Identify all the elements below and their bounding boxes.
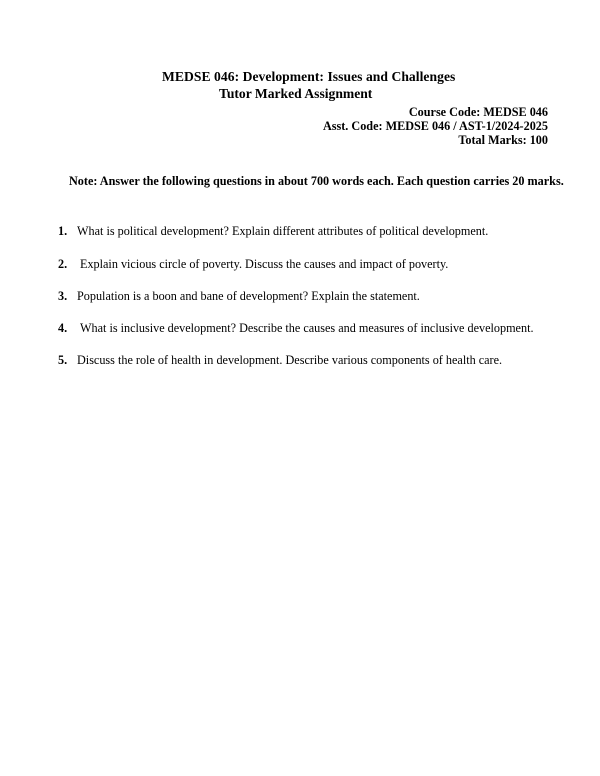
document-subtitle: Tutor Marked Assignment <box>219 86 373 101</box>
question-item <box>58 257 448 272</box>
question-number: 5. <box>58 353 68 367</box>
question-number: 4. <box>58 321 68 335</box>
question-item <box>58 224 488 239</box>
total-marks: Total Marks: 100 <box>458 133 548 147</box>
question-number: 1. <box>58 224 68 238</box>
instructions-note: Note: Answer the following questions in about 700 words each. Each question carries 20 marks. <box>69 174 564 188</box>
course-code: Course Code: MEDSE 046 <box>408 105 548 119</box>
question-item <box>58 353 502 368</box>
question-number: 2. <box>58 257 68 271</box>
question-number: 3. <box>58 289 68 303</box>
question-text: What is inclusive development? Describe the causes and measures of inclusive development. <box>80 321 534 335</box>
question-text: Discuss the role of health in development. Describe various components of health care. <box>77 353 503 367</box>
question-item <box>58 321 534 336</box>
assignment-code: Asst. Code: MEDSE 046 / AST-1/2024-2025 <box>322 119 548 133</box>
question-text: What is political development? Explain different attributes of political development. <box>77 224 489 238</box>
question-text: Explain vicious circle of poverty. Discuss the causes and impact of poverty. <box>80 257 449 271</box>
question-item <box>58 289 420 304</box>
question-text: Population is a boon and bane of development? Explain the statement. <box>77 289 420 303</box>
document-title: MEDSE 046: Development: Issues and Challenges <box>162 69 456 84</box>
